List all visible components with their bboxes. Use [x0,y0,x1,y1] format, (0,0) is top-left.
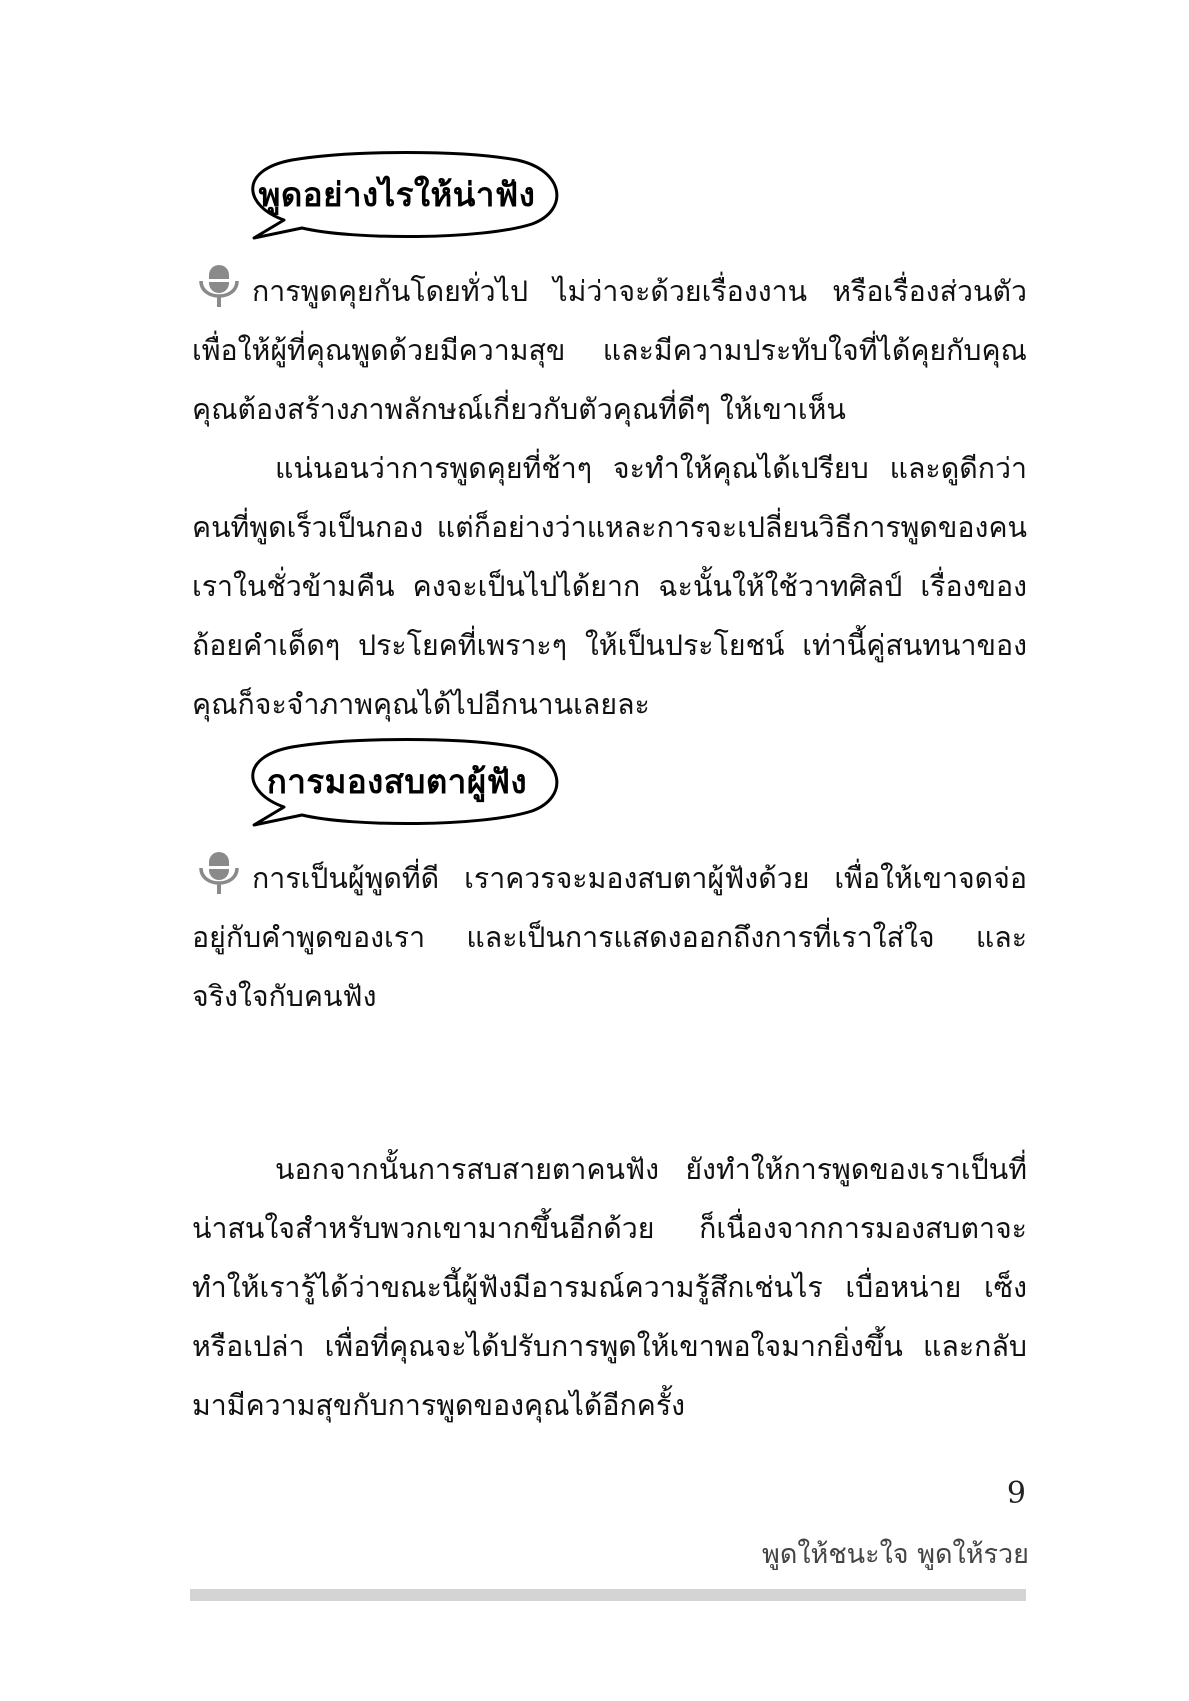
paragraph-text: การพูดคุยกันโดยทั่วไป ไม่ว่าจะด้วยเรื่องงาน หรือเรื่องส่วนตัว เพื่อให้ผู้ที่คุณพูดด้วยมีความสุข และมีความประทับใจที่ได้คุยกับคุณ คุณต้องสร้างภาพลักษณ์เกี่ยวกับตัวคุณที่ดีๆ ให้เขาเห็น [192,275,1027,426]
microphone-icon [192,263,252,309]
section-2-paragraph-2: นอกจากนั้นการสบสายตาคนฟัง ยังทำให้การพูดของเราเป็นที่น่าสนใจสำหรับพวกเขามากขึ้นอีกด้วย ก็เนื่องจากการมองสบตาจะทำให้เรารู้ได้ว่าขณะนี้ผู้ฟังมีอารมณ์ความรู้สึกเช่นไร เบื่อหน่าย เซ็งหรือเปล่า เพื่อที่คุณจะได้ปรับการพูดให้เขาพอใจมากยิ่งขึ้น และกลับมามีความสุขกับการพูดของคุณได้อีกครั้ง [192,1153,1027,1422]
section-2-paragraph-1 [192,849,1027,1026]
section-1-paragraph-1 [192,262,1027,439]
section-2-heading: การมองสบตาผู้ฟัง [266,761,528,801]
footer-divider [190,1589,1026,1601]
section-2-heading-bubble [232,735,572,827]
page-number: 9 [1006,1476,1026,1511]
microphone-icon [192,850,252,896]
paragraph-text: การเป็นผู้พูดที่ดี เราควรจะมองสบตาผู้ฟังด้วย เพื่อให้เขาจดจ่ออยู่กับคำพูดของเรา และเป็นการแสดงออกถึงการที่เราใส่ใจ และจริงใจกับคนฟัง [192,862,1027,1013]
section-1-paragraph-2: แน่นอนว่าการพูดคุยที่ช้าๆ จะทำให้คุณได้เปรียบ และดูดีกว่าคนที่พูดเร็วเป็นกอง แต่ก็อย่างว่าแหละการจะเปลี่ยนวิธีการพูดของคนเราในชั่วข้ามคืน คงจะเป็นไปได้ยาก ฉะนั้นให้ใช้วาทศิลป์ เรื่องของถ้อยคำเด็ดๆ ประโยคที่เพราะๆ ให้เป็นประโยชน์ เท่านี้คู่สนทนาของคุณก็จะจำภาพคุณได้ไปอีกนานเลยละ [192,452,1027,721]
book-title: พูดให้ชนะใจ พูดให้รวย [762,1539,1029,1570]
section-1-heading-bubble [232,148,572,240]
section-1-heading: พูดอย่างไรให้น่าฟัง [258,174,536,214]
